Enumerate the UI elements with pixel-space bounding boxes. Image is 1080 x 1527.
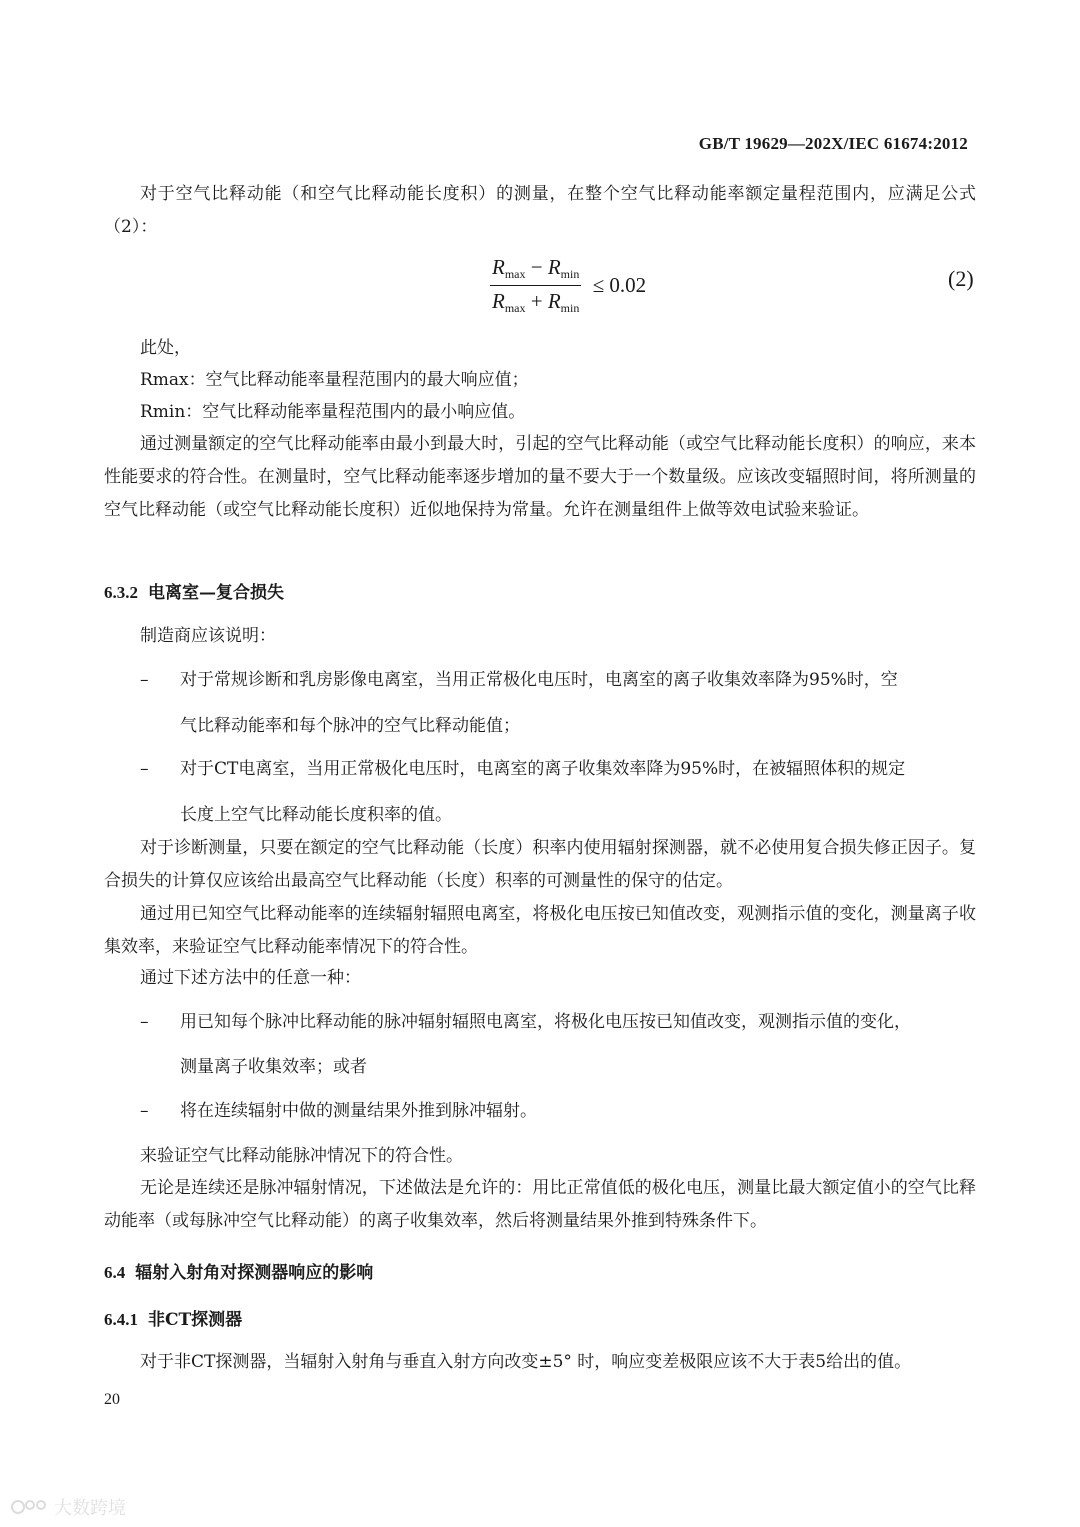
- method-1-line-1: 用已知每个脉冲比释动能的脉冲辐射辐照电离室，将极化电压按已知值改变，观测指示值的变化，: [180, 1012, 911, 1032]
- section-6-3-2-heading: 6.3.2 电离室—复合损失: [104, 583, 284, 603]
- intro-paragraph: 对于空气比释动能（和空气比释动能长度积）的测量，在整个空气比释动能率额定量程范围内，应满足公式（2）：: [104, 184, 976, 237]
- continuous-radiation-paragraph: 通过用已知空气比释动能率的连续辐射辐照电离室，将极化电压按已知值改变，观测指示值的变化，测量离子收集效率，来验证空气比释动能率情况下的符合性。: [104, 904, 976, 957]
- where-label: 此处，: [140, 338, 191, 358]
- manufacturer-statement: 制造商应该说明：: [140, 626, 276, 646]
- bullet-dash: –: [140, 1012, 149, 1032]
- methods-intro: 通过下述方法中的任意一种：: [140, 968, 361, 988]
- bullet-dash: –: [140, 670, 149, 690]
- formula-numerator: $R_{max} - R_{min}$: [492, 255, 580, 281]
- bullet-1-line-2: 气比释动能率和每个脉冲的空气比释动能值；: [180, 716, 520, 736]
- bullet-dash: –: [140, 759, 149, 779]
- formula-relation: ≤ 0.02: [592, 273, 647, 297]
- non-ct-paragraph: 对于非CT探测器，当辐射入射角与垂直入射方向改变±5° 时，响应变差极限应该不大于表5给出的值。: [140, 1352, 912, 1372]
- section-6-4-heading: 6.4 辐射入射角对探测器响应的影响: [104, 1263, 374, 1283]
- pulse-conformity-line: 来验证空气比释动能脉冲情况下的符合性。: [140, 1146, 463, 1166]
- bullet-2-line-2: 长度上空气比释动能长度积率的值。: [180, 805, 452, 825]
- formula-fraction: [490, 255, 581, 316]
- method-1-line-2: 测量离子收集效率；或者: [180, 1057, 367, 1077]
- fraction-bar: [490, 285, 581, 286]
- watermark: [10, 1494, 126, 1520]
- section-6-4-1-heading: 6.4.1 非CT探测器: [104, 1310, 243, 1330]
- watermark-text: 大数跨境: [54, 1498, 126, 1519]
- diagnostic-paragraph: 对于诊断测量，只要在额定的空气比释动能（长度）积率内使用辐射探测器，就不必使用复合损失修正因子。复合损失的计算仅应该给出最高空气比释动能（长度）积率的可测量性的保守的估定。: [104, 838, 976, 891]
- page-number: 20: [104, 1391, 120, 1408]
- standard-number-header: GB/T 19629—202X/IEC 61674:2012: [698, 134, 968, 153]
- either-case-paragraph: 无论是连续还是脉冲辐射情况，下述做法是允许的：用比正常值低的极化电压，测量比最大额定值小的空气比释动能率（或每脉冲空气比释动能）的离子收集效率，然后将测量结果外推到特殊条件下。: [104, 1178, 976, 1231]
- formula-2: [490, 255, 646, 316]
- rmin-definition: Rmin：空气比释动能率量程范围内的最小响应值。: [140, 402, 526, 422]
- bullet-2-line-1: 对于CT电离室，当用正常极化电压时，电离室的离子收集效率降为95%时，在被辐照体积的规定: [180, 759, 906, 779]
- verification-paragraph: 通过测量额定的空气比释动能率由最小到最大时，引起的空气比释动能（或空气比释动能长度积）的响应，来本性能要求的符合性。在测量时，空气比释动能率逐步增加的量不要大于一个数量级。应该改变辐照时间，将所测量的空气比释动能（或空气比释动能长度积）近似地保持为常量。允许在测量组件上做等效电试验来验证。: [104, 434, 976, 520]
- method-2-line-1: 将在连续辐射中做的测量结果外推到脉冲辐射。: [180, 1101, 537, 1121]
- formula-denominator: $R_{max} + R_{min}$: [492, 289, 580, 315]
- bullet-dash: –: [140, 1101, 149, 1121]
- bullet-1-line-1: 对于常规诊断和乳房影像电离室，当用正常极化电压时，电离室的离子收集效率降为95%时，空: [180, 670, 898, 690]
- equation-number: (2): [948, 266, 974, 291]
- rmax-definition: Rmax：空气比释动能率量程范围内的最大响应值；: [140, 370, 529, 390]
- watermark-logo-icon: [10, 1497, 50, 1517]
